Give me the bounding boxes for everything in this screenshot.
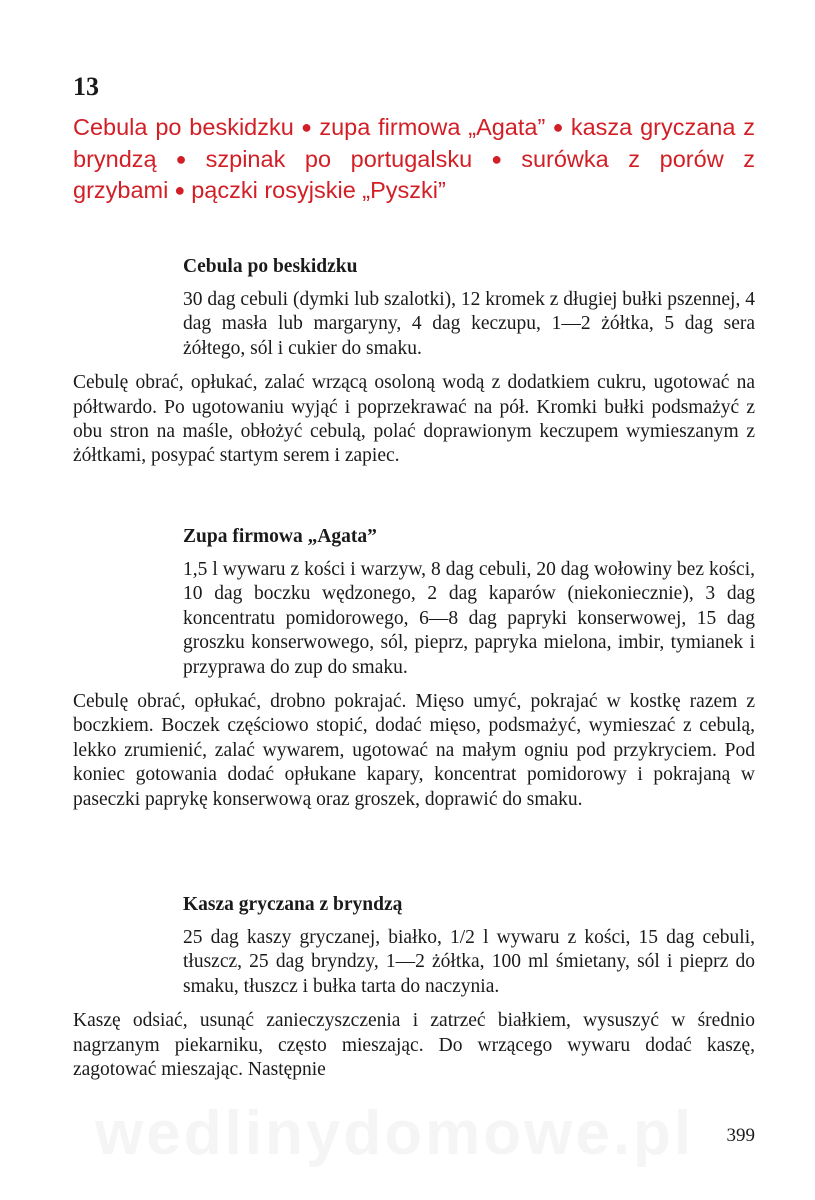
bullet-separator: ● [162,148,200,169]
recipe-method: Cebulę obrać, opłukać, drobno pokrajać. Mięso umyć, pokrajać w kostkę razem z boczkiem. Boczek częściowo stopić, dodać mięso, podsmażyć, wymieszać z cebulą, lekko zrumienić, zalać wywarem, ugotować na małym ogniu pod przykryciem. Pod koniec gotowania dodać opłukane kapary, koncentrat pomidorowy i pokrajaną w paseczki paprykę konserwową oraz groszek, doprawić do smaku. [73,691,755,810]
recipe-method: Cebulę obrać, opłukać, zalać wrzącą osoloną wodą z dodatkiem cukru, ugotować na półtwardo. Po ugotowaniu wyjąć i poprzekrawać na pół. Kromki bułki podsmażyć z obu stron na maśle, obłożyć cebulą, polać doprawionym keczupem wymieszanym z żółtkami, posypać startym serem i zapiec. [73,372,755,467]
page-number: 399 [726,1125,755,1146]
menu-intro [73,113,755,208]
bullet-separator: ● [299,117,314,137]
recipe-ingredients: 25 dag kaszy gryczanej, białko, 1/2 l wywaru z kości, 15 dag cebuli, tłuszcz, 25 dag bryndzy, 1—2 żółtka, 100 ml śmietany, sól i pieprz do smaku, tłuszcz i bułka tarta do naczynia. [183,927,755,997]
recipe-title: Zupa firmowa „Agata” [183,526,377,547]
watermark: wedlinydomowe.pl [95,1099,695,1168]
menu-dish: kasza gryczana z bryndzą [73,114,756,172]
recipe-title: Cebula po beskidzku [183,256,358,277]
chapter-number: 13 [73,72,99,101]
menu-dish: surówka z porów z grzybami [73,145,756,203]
bullet-separator: ● [174,180,186,200]
recipe-ingredients: 30 dag cebuli (dymki lub szalotki), 12 kromek z długiej bułki pszennej, 4 dag masła lub margaryny, 4 dag keczupu, 1—2 żółtka, 5 dag sera żółtego, sól i cukier do smaku. [183,289,755,359]
recipe-section [73,892,755,1082]
bullet-separator: ● [551,117,565,137]
recipe-section [73,524,755,812]
menu-dish: pączki rosyjskie „Pyszki” [191,177,446,203]
recipe-ingredients: 1,5 l wywaru z kości i warzyw, 8 dag cebuli, 20 dag wołowiny bez kości, 10 dag boczku wędzonego, 2 dag kaparów (niekoniecznie), 3 dag koncentratu pomidorowego, 6—8 dag papryki konserwowej, 15 dag groszku konserwowego, sól, pieprz, papryka mielona, imbir, tymianek i przyprawa do zup do smaku. [183,559,755,678]
recipe-method: Kaszę odsiać, usunąć zanieczyszczenia i zatrzeć białkiem, wysuszyć w średnio nagrzanym piekarniku, często mieszając. Do wrzącego wywaru dodać kaszę, zagotować mieszając. Następnie [73,1010,755,1081]
menu-dish: szpinak po portugalsku [205,145,473,172]
bullet-separator: ● [478,148,516,169]
menu-dish: zupa firmowa „Agata” [319,114,546,140]
menu-dish: Cebula po beskidzku [73,114,294,140]
recipe-section [73,254,755,469]
recipe-title: Kasza gryczana z bryndzą [183,894,403,915]
